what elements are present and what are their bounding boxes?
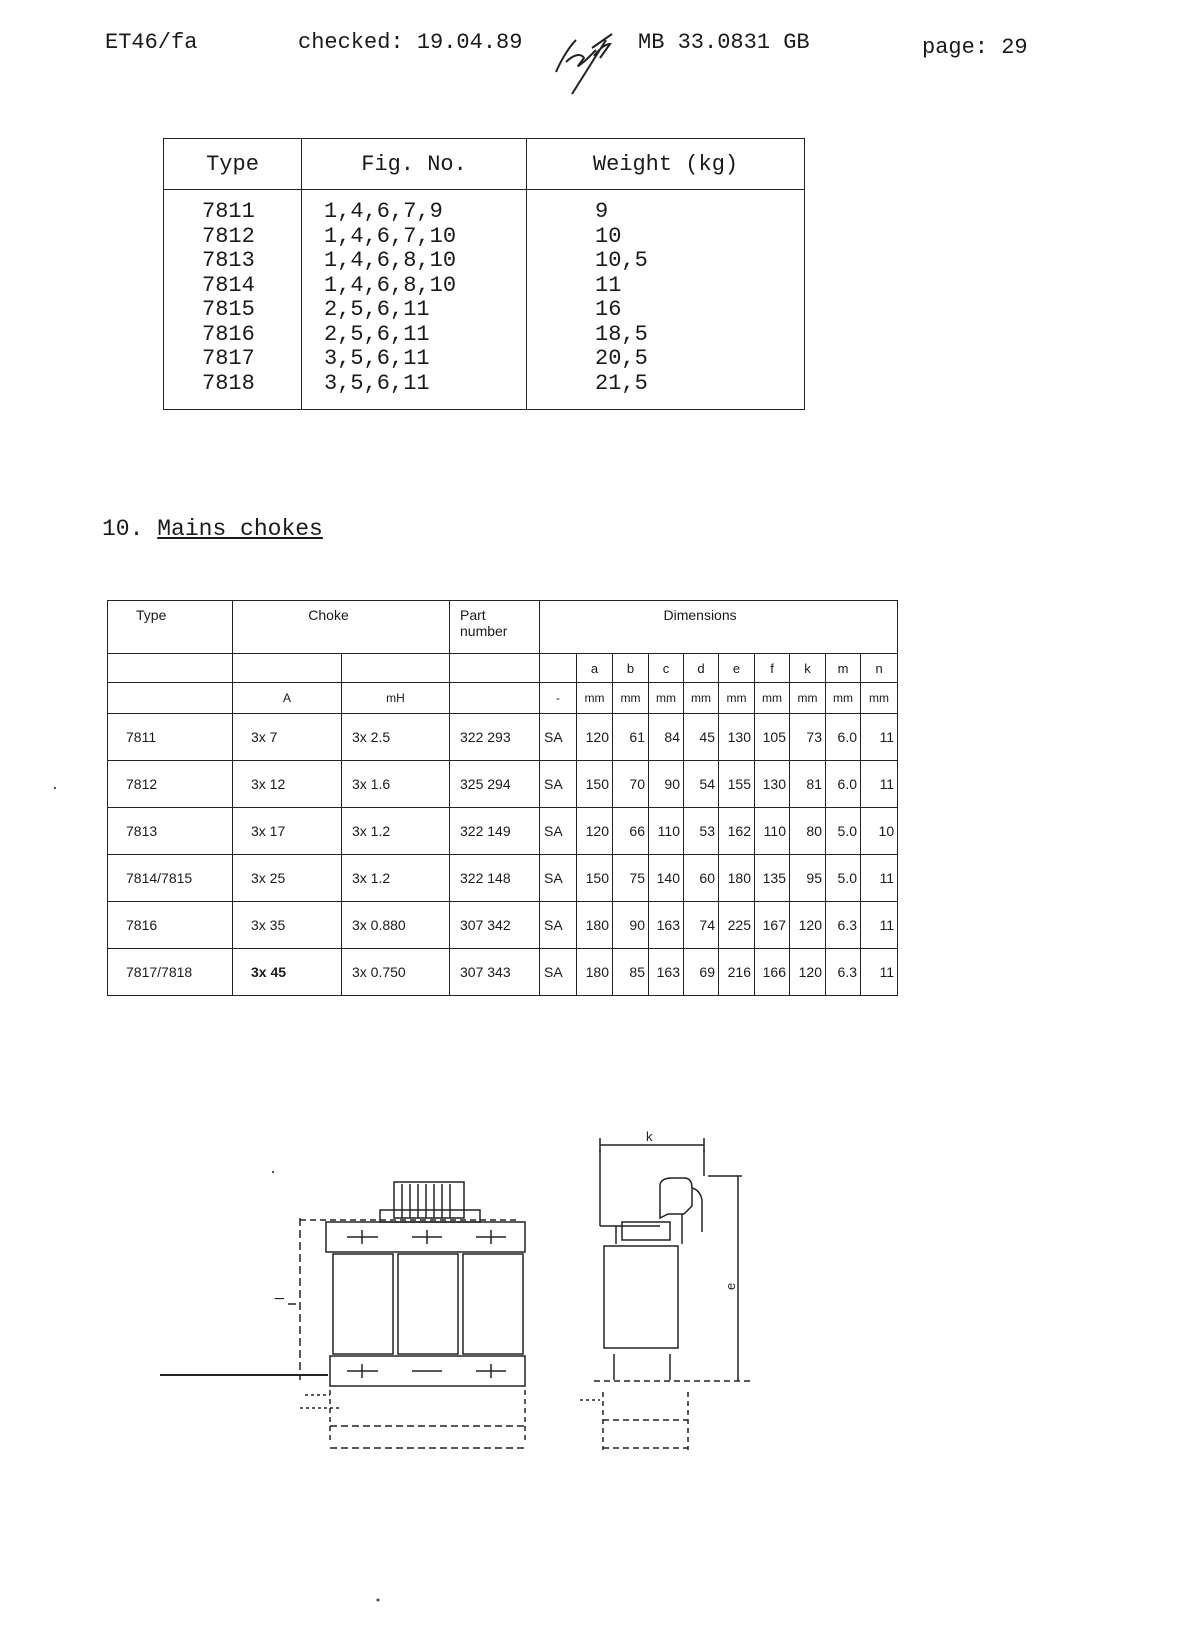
table-cell: 60 — [684, 855, 719, 902]
doc-code: ET46/fa — [105, 30, 198, 55]
table-cell: 225 — [719, 902, 755, 949]
table-cell: 1,4,6,7,9 — [324, 199, 443, 224]
unit-ampere: A — [233, 683, 342, 714]
table-cell: 74 — [684, 902, 719, 949]
table-cell: 3x 12 — [233, 761, 342, 808]
table-cell: 7816 — [108, 902, 233, 949]
choke-header-dimensions: Dimensions — [540, 601, 898, 654]
table-cell: 10,5 — [595, 248, 648, 273]
table-cell: 7811 — [202, 199, 255, 224]
table-cell: 11 — [861, 761, 898, 808]
front-view-drawing — [160, 1182, 525, 1448]
choke-header-type: Type — [108, 601, 233, 654]
table-row — [108, 902, 898, 949]
table-cell: 7811 — [108, 714, 233, 761]
table-cell: 20,5 — [595, 346, 648, 371]
dim-label-k: k — [790, 654, 826, 683]
scan-speck — [377, 1599, 380, 1602]
table-cell: 69 — [684, 949, 719, 996]
table-cell: 110 — [649, 808, 684, 855]
table-cell: 120 — [790, 902, 826, 949]
table-cell: 10 — [861, 808, 898, 855]
table-cell: 163 — [649, 902, 684, 949]
table-cell: 7817 — [202, 346, 255, 371]
table-cell: 130 — [755, 761, 790, 808]
side-view-drawing — [580, 1138, 750, 1450]
table-cell: 325 294 — [450, 761, 540, 808]
table-cell: 3x 0.880 — [342, 902, 450, 949]
table-cell: SA — [540, 949, 577, 996]
table-cell: 6.0 — [826, 761, 861, 808]
dimension-label-e: e — [723, 1282, 738, 1290]
table-cell: 7818 — [202, 370, 255, 396]
dimension-label-k: k — [646, 1129, 653, 1144]
unit-dash: - — [540, 683, 577, 714]
unit-mm: mm — [790, 683, 826, 714]
section-number: 10. — [102, 516, 144, 542]
table-cell: 3x 1.6 — [342, 761, 450, 808]
table-cell: 5.0 — [826, 855, 861, 902]
table-cell: SA — [540, 761, 577, 808]
table-cell: 7813 — [202, 248, 255, 273]
table-cell: 120 — [790, 949, 826, 996]
table-cell: 7812 — [202, 223, 255, 249]
table-cell: 6.0 — [826, 714, 861, 761]
dim-label-a: a — [577, 654, 613, 683]
scan-speck — [272, 1171, 274, 1173]
table-cell: 3x 2.5 — [342, 714, 450, 761]
table-cell: 150 — [577, 761, 613, 808]
weight-table-weight-column — [527, 190, 805, 410]
table-cell: 2,5,6,11 — [324, 297, 430, 322]
dim-label-f: f — [755, 654, 790, 683]
table-cell: 6.3 — [826, 902, 861, 949]
table-cell: 66 — [613, 808, 649, 855]
table-cell: 3x 25 — [233, 855, 342, 902]
table-cell: 73 — [790, 714, 826, 761]
table-cell — [233, 654, 342, 683]
unit-mm: mm — [613, 683, 649, 714]
table-cell: 11 — [595, 272, 622, 298]
table-cell: 3x 17 — [233, 808, 342, 855]
table-cell: 105 — [755, 714, 790, 761]
choke-header-part: Part number — [450, 601, 540, 654]
table-cell: 180 — [719, 855, 755, 902]
table-cell: 322 149 — [450, 808, 540, 855]
table-cell: 11 — [861, 949, 898, 996]
section-title: Mains chokes — [157, 516, 323, 542]
table-row — [108, 761, 898, 808]
table-cell: 9 — [595, 199, 609, 224]
table-row — [108, 808, 898, 855]
table-cell: 70 — [613, 761, 649, 808]
table-cell: 322 293 — [450, 714, 540, 761]
table-cell: 6.3 — [826, 949, 861, 996]
table-cell: 3x 45 — [233, 949, 342, 996]
table-cell: 163 — [649, 949, 684, 996]
section-heading — [102, 516, 323, 542]
unit-mm: mm — [861, 683, 898, 714]
table-cell: 7816 — [202, 321, 255, 347]
dim-label-d: d — [684, 654, 719, 683]
table-cell: 162 — [719, 808, 755, 855]
unit-mm: mm — [649, 683, 684, 714]
weight-table-header-type: Type — [164, 139, 302, 190]
table-cell: 140 — [649, 855, 684, 902]
table-cell: 81 — [790, 761, 826, 808]
table-cell — [540, 654, 577, 683]
table-cell: 21,5 — [595, 370, 648, 396]
table-cell: 80 — [790, 808, 826, 855]
weight-table-fig-column — [302, 190, 527, 410]
table-row — [108, 949, 898, 996]
table-cell: 53 — [684, 808, 719, 855]
table-cell: 16 — [595, 297, 622, 322]
table-cell: 85 — [613, 949, 649, 996]
unit-mm: mm — [755, 683, 790, 714]
table-cell: 11 — [861, 855, 898, 902]
table-cell: 54 — [684, 761, 719, 808]
table-cell: 84 — [649, 714, 684, 761]
table-cell: 2,5,6,11 — [324, 321, 430, 347]
table-cell: SA — [540, 714, 577, 761]
table-cell: 180 — [577, 949, 613, 996]
choke-header-choke: Choke — [233, 601, 450, 654]
dim-label-c: c — [649, 654, 684, 683]
table-cell: 45 — [684, 714, 719, 761]
table-cell: 7814 — [202, 272, 255, 298]
table-cell — [108, 654, 233, 683]
table-cell: 95 — [790, 855, 826, 902]
table-cell: 18,5 — [595, 321, 648, 347]
weight-table — [163, 138, 805, 410]
table-cell: 167 — [755, 902, 790, 949]
table-cell — [450, 654, 540, 683]
checked-date: checked: 19.04.89 — [298, 30, 523, 55]
table-cell: 166 — [755, 949, 790, 996]
table-cell: 1,4,6,7,10 — [324, 223, 457, 249]
dim-label-e: e — [719, 654, 755, 683]
table-cell: 307 343 — [450, 949, 540, 996]
table-cell: 3,5,6,11 — [324, 370, 430, 396]
weight-table-type-column — [164, 190, 302, 410]
table-cell: 11 — [861, 902, 898, 949]
table-cell: 150 — [577, 855, 613, 902]
page-number: page: 29 — [922, 35, 1028, 60]
table-cell: 110 — [755, 808, 790, 855]
table-cell: 135 — [755, 855, 790, 902]
table-cell: 120 — [577, 808, 613, 855]
table-cell — [342, 654, 450, 683]
table-cell: SA — [540, 855, 577, 902]
table-cell: 130 — [719, 714, 755, 761]
table-cell: 7817/7818 — [108, 949, 233, 996]
table-cell: 3x 35 — [233, 902, 342, 949]
table-cell: 3x 0.750 — [342, 949, 450, 996]
table-cell: SA — [540, 902, 577, 949]
table-cell: 7814/7815 — [108, 855, 233, 902]
table-cell: 7815 — [202, 297, 255, 322]
table-cell: 120 — [577, 714, 613, 761]
unit-mm: mm — [826, 683, 861, 714]
table-cell: 180 — [577, 902, 613, 949]
weight-table-header-weight: Weight (kg) — [527, 139, 805, 190]
dim-label-m: m — [826, 654, 861, 683]
table-cell: 3x 1.2 — [342, 855, 450, 902]
unit-millihenry: mH — [342, 683, 450, 714]
choke-table-body — [108, 714, 898, 996]
table-cell: 3,5,6,11 — [324, 346, 430, 371]
weight-table-header-fig: Fig. No. — [302, 139, 527, 190]
table-cell: 307 342 — [450, 902, 540, 949]
scan-speck — [54, 787, 56, 789]
table-cell — [450, 683, 540, 714]
table-cell: 7813 — [108, 808, 233, 855]
table-cell: 11 — [861, 714, 898, 761]
table-cell — [108, 683, 233, 714]
table-cell: 10 — [595, 223, 622, 249]
table-cell: 7812 — [108, 761, 233, 808]
dimension-label-l: l — [272, 1297, 287, 1300]
table-cell: 61 — [613, 714, 649, 761]
choke-table — [107, 600, 897, 996]
table-cell: 1,4,6,8,10 — [324, 248, 457, 273]
table-cell: 3x 1.2 — [342, 808, 450, 855]
table-cell: SA — [540, 808, 577, 855]
table-cell: 155 — [719, 761, 755, 808]
table-cell: 90 — [649, 761, 684, 808]
dim-label-n: n — [861, 654, 898, 683]
table-cell: 3x 7 — [233, 714, 342, 761]
table-cell: 216 — [719, 949, 755, 996]
table-row — [108, 714, 898, 761]
unit-mm: mm — [577, 683, 613, 714]
unit-mm: mm — [684, 683, 719, 714]
unit-mm: mm — [719, 683, 755, 714]
table-cell: 90 — [613, 902, 649, 949]
table-row — [108, 855, 898, 902]
table-cell: 75 — [613, 855, 649, 902]
table-cell: 322 148 — [450, 855, 540, 902]
table-cell: 5.0 — [826, 808, 861, 855]
table-cell: 1,4,6,8,10 — [324, 272, 457, 298]
document-reference: MB 33.0831 GB — [638, 30, 810, 55]
dim-label-b: b — [613, 654, 649, 683]
